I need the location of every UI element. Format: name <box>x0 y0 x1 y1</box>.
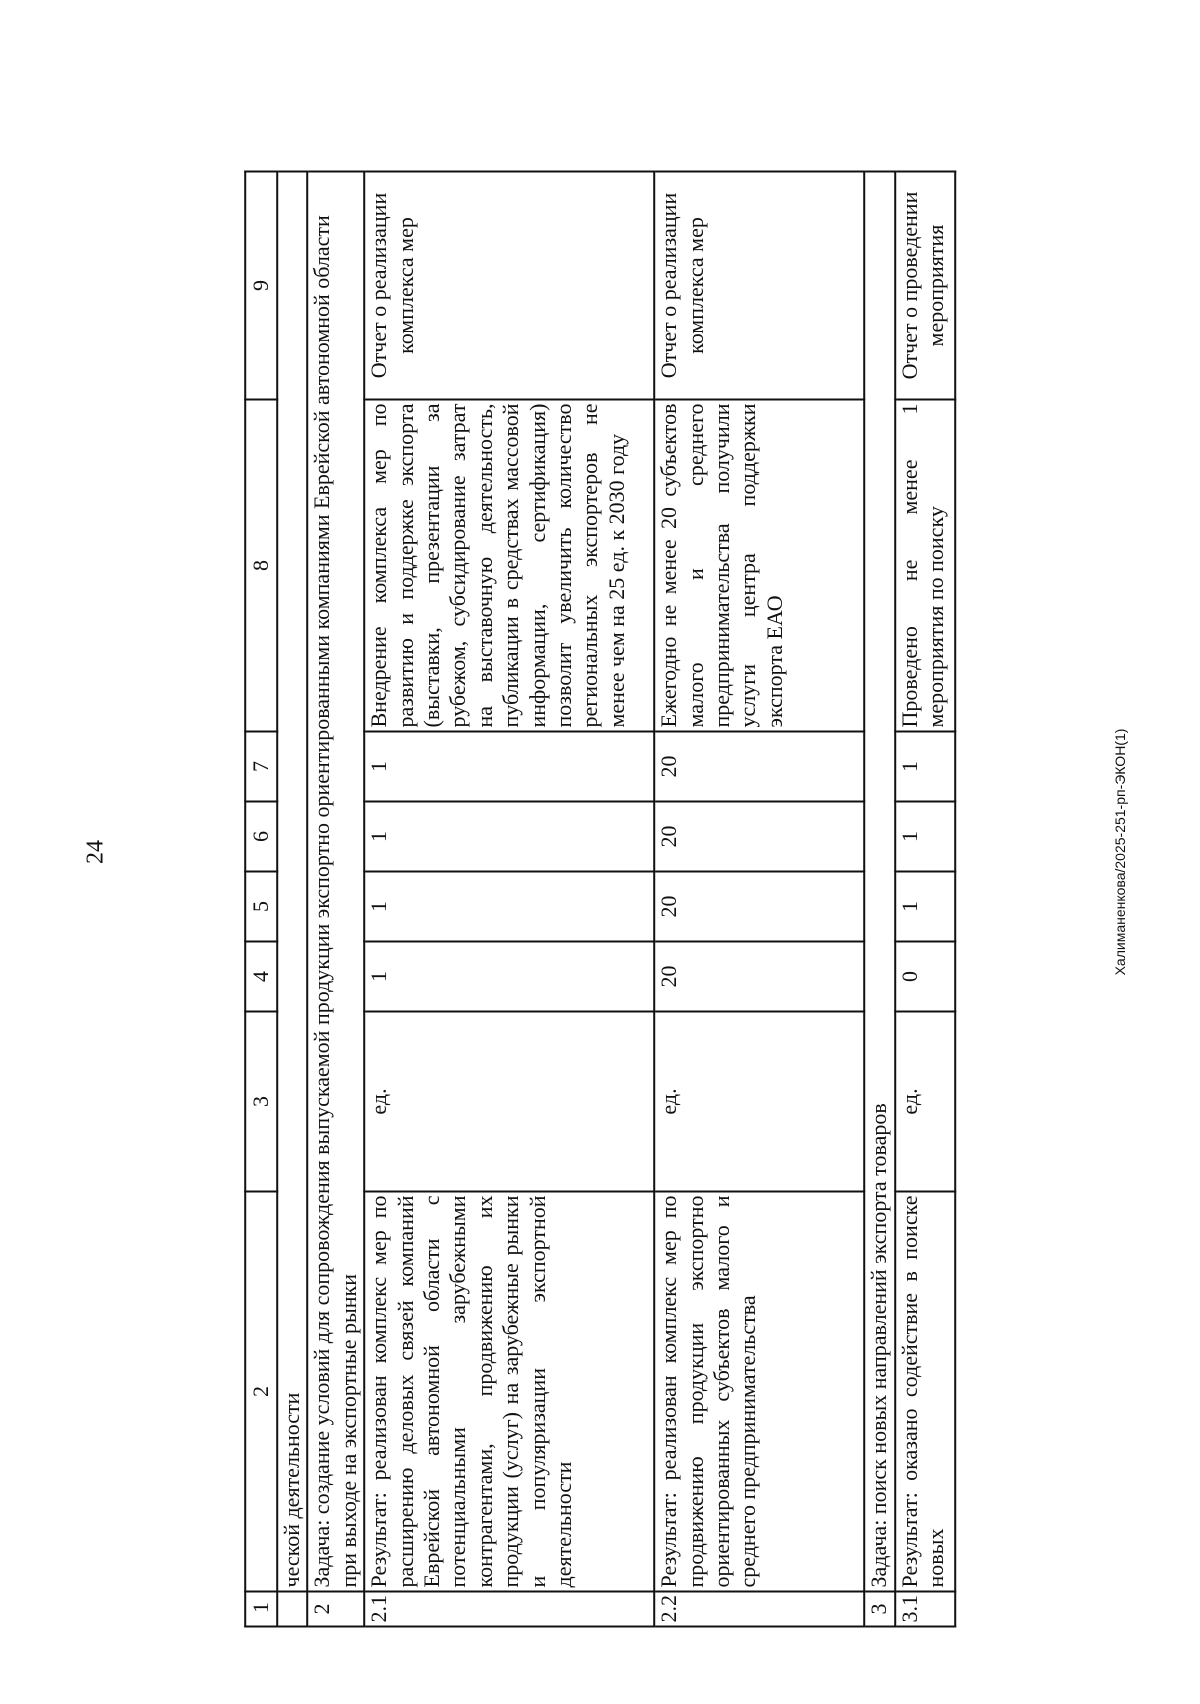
task-row <box>864 172 894 1627</box>
value-cell: 1 <box>364 732 654 802</box>
col-header-6: 6 <box>245 802 277 872</box>
value-cell: 20 <box>654 732 864 802</box>
row-number: 2.1 <box>364 1592 654 1627</box>
description-text: Ежегодно не менее 20 субъектов малого и среднего предпринимательства получили услуги центра поддержки экспорта ЕАО <box>654 400 864 732</box>
value-cell: 20 <box>654 802 864 872</box>
col-header-7: 7 <box>245 732 277 802</box>
value-cell: 1 <box>364 942 654 1012</box>
task-number: 3 <box>864 1592 894 1627</box>
page-number: 24 <box>82 840 109 864</box>
description-text: Внедрение комплекса мер по развитию и поддержке экспорта (выставки, презентации за рубежом, субсидирование затрат на выставочную деятельность, публикации в средствах массовой информации, сертификация) позволит увеличить количество региональных экспортеров не менее чем на 25 ед. к 2030 году <box>364 400 654 732</box>
table-row <box>895 172 955 1627</box>
value-cell: 1 <box>364 872 654 942</box>
task-title: Задача: создание условий для сопровождения выпускаемой продукции экспортно ориентированными компаниями Еврейской автономной области при выходе на экспортные рынки <box>308 172 365 1592</box>
unit-cell: ед. <box>364 1012 654 1192</box>
value-cell: 0 <box>895 942 955 1012</box>
value-cell: 20 <box>654 942 864 1012</box>
indicators-table <box>244 171 956 1628</box>
continuation-text: ческой деятельности <box>277 172 307 1592</box>
value-cell: 1 <box>895 802 955 872</box>
unit-cell: ед. <box>654 1012 864 1192</box>
result-text: Результат: реализован комплекс мер по продвижению продукции экспортно ориентированных субъектов малого и среднего предпринимательства <box>654 1192 864 1592</box>
report-text: Отчет о проведении мероприятия <box>895 172 955 400</box>
value-cell: 1 <box>364 802 654 872</box>
value-cell: 20 <box>654 872 864 942</box>
task-row <box>308 172 365 1627</box>
continuation-number <box>277 1592 307 1627</box>
result-text: Результат: оказано содействие в поиске новых <box>895 1192 955 1592</box>
row-number: 3.1 <box>895 1592 955 1627</box>
report-text: Отчет о реализации комплекса мер <box>364 172 654 400</box>
table-row <box>364 172 654 1627</box>
header-row <box>245 172 277 1627</box>
col-header-2: 2 <box>245 1192 277 1592</box>
document-code: Халиманенкова/2025-251-рп-ЭКОН(1) <box>1112 728 1128 976</box>
result-text: Результат: реализован комплекс мер по расширению деловых связей компаний Еврейской автономной области с потенциальными зарубежными контрагентами, продвижению их продукции (услуг) на зарубежные рынки и популяризации экспортной деятельности <box>364 1192 654 1592</box>
description-text: Проведено не менее 1 мероприятия по поиску <box>895 400 955 732</box>
col-header-4: 4 <box>245 942 277 1012</box>
col-header-1: 1 <box>245 1592 277 1627</box>
task-title: Задача: поиск новых направлений экспорта товаров <box>864 172 894 1592</box>
rotated-table-wrapper <box>244 173 956 1628</box>
continuation-row <box>277 172 307 1627</box>
col-header-3: 3 <box>245 1012 277 1192</box>
report-text: Отчет о реализации комплекса мер <box>654 172 864 400</box>
col-header-5: 5 <box>245 872 277 942</box>
unit-cell: ед. <box>895 1012 955 1192</box>
col-header-9: 9 <box>245 172 277 400</box>
task-number: 2 <box>308 1592 365 1627</box>
row-number: 2.2 <box>654 1592 864 1627</box>
value-cell: 1 <box>895 732 955 802</box>
value-cell: 1 <box>895 872 955 942</box>
col-header-8: 8 <box>245 400 277 732</box>
table-row <box>654 172 864 1627</box>
